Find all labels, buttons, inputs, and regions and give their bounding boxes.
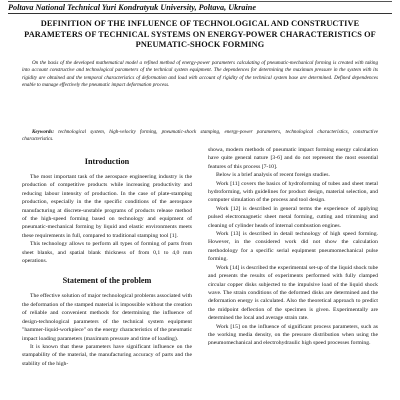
top-rule bbox=[8, 1, 392, 2]
paper-title: DEFINITION OF THE INFLUENCE OF TECHNOLOGICAL AND CONSTRUCTIVE PARAMETERS OF TECHNICAL SYSTEMS ON ENERGY-POWER CHARACTERISTICS OF PNEUMATIC-SHOCK FORMING bbox=[24, 19, 376, 50]
right-paragraph-6: Work [14] is described the experimental set-up of the liquid shock tube and presents the results of experiments performed with fully clamped circular copper disks subjected to the impulsive load of the liquid shock wave. The strain conditions of the deformed disks are determined and the deformation energy is calculated. Also the theoretical approach to predict the midpoint deflection of the specimen is given. Experimentally are determined the local and average strain rate. bbox=[208, 264, 378, 322]
right-paragraph-7: Work [15] on the influence of significant process parameters, such as the working media density, on the pressure distribution when using the pneumomechanical and electrohydraulic high speed processes forming. bbox=[208, 323, 378, 347]
intro-paragraph-2: This technology allows to perform all types of forming of parts from sheet blanks, and spatial blank thickness of from 0,1 to 4,0 mm operations. bbox=[22, 241, 192, 265]
right-paragraph-1: showa, modern methods of pneumatic impact forming energy calculation have quite general nature [3-6] and do not represent the most essential features of this process [7-10]. bbox=[208, 147, 378, 170]
right-paragraph-5: Work [13] is described in detail technology of high speed forming. However, in the considered work did not show the calculation methodology for a specific serial equipment pneumomechanical pulse forming. bbox=[208, 231, 378, 263]
abstract: On the basis of the developed mathematical model a refined method of energy-power parameters calculating of pneumatic-mechanical forming is created with taking into account constructive and technological parameters of the technical system equipment. The dependences for determining the maximum pressure in the system with its rigidity are obtained and the temporal characteristics of deformation and load with account of rigidity of the technical system base are determined. Defined dependences enable to manage effectively the pneumatic impact deformation process. bbox=[22, 60, 378, 88]
keywords-text: technological system, high-velocity forming, pneumatic-shock stamping, energy-power parameters, technological characteristics, constructive characteristics. bbox=[22, 129, 378, 143]
running-header: Poltava National Technical Yuri Kondratyuk University, Poltava, Ukraine bbox=[8, 3, 256, 12]
right-paragraph-3: Work [11] covers the basics of hydroforming of tubes and sheet metal hydroforming, with guidelines for product design, material selection, and computer simulation of the process and tool design. bbox=[208, 180, 378, 204]
keywords-label: Keywords: bbox=[32, 129, 55, 135]
header-rule bbox=[8, 13, 392, 14]
problem-paragraph-1: The effective solution of major technological problems associated with the deformation of the stamped material is impossible without the creation of reliable and convenient methods for determining the influence of design-technological parameters of the technical system equipment "hammer-liquid-workpiece" on the energy characteristics of the pneumatic impact loading parameters (maximum pressure and time of loading). bbox=[22, 293, 192, 342]
introduction-heading: Introduction bbox=[84, 157, 130, 166]
problem-heading: Statement of the problem bbox=[62, 276, 152, 286]
problem-paragraph-2: It is known that these parameters have significant influence on the stampability of the material, the manufacturing accuracy of parts and the stability of the high- bbox=[22, 343, 192, 367]
intro-paragraph-1: The most important task of the aerospace engineering industry is the production of competitive products while increasing productivity and reducing labour intensity of production. In the case of plate-stamping production, especially in the the specific conditions of the aerospace manufacturing at discrete-unstable programs of products release method of the high-speed forming based on technology and equipment of pneumatic-mechanical forming by liquid and elastic environments meets these requirements in full, compared to traditional stamping tool [1]. bbox=[22, 174, 192, 239]
right-paragraph-4: Work [12] is described in general terms the experience of applying pulsed electromagnetic sheet metal forming, cutting and trimming and cleaning of cylinder heads of internal combustion engines. bbox=[208, 205, 378, 229]
keywords bbox=[22, 129, 378, 144]
right-paragraph-2: Below is a brief analysis of recent foreign studies. bbox=[216, 172, 330, 179]
left-column bbox=[22, 146, 192, 368]
right-column bbox=[208, 146, 378, 348]
